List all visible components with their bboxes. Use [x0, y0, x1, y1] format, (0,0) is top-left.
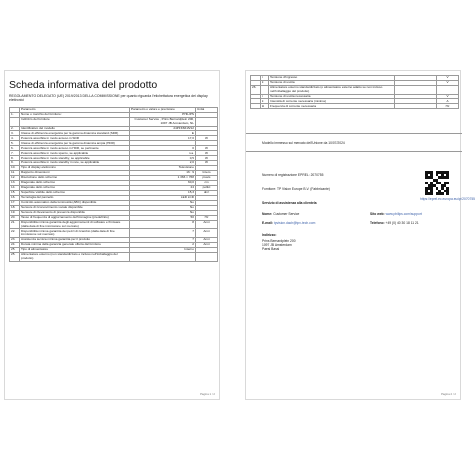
table-cell: Potenza assorbita in modo standby in rete, se applicabile — [20, 161, 130, 166]
service-name: Nome: Customer Service — [262, 212, 300, 216]
table-cell: 7 — [130, 238, 196, 243]
service-phone: Telefono: +49 (0) 40 30 18 11 21 — [370, 221, 419, 225]
table-cell — [196, 117, 218, 126]
table-cell: Anni — [196, 238, 218, 243]
table-cell: 25. — [10, 247, 20, 252]
table-cell: dm² — [196, 191, 218, 196]
table-cell: 14. — [10, 186, 20, 191]
service-email: E-mail: tpvision.dach@tpv-tech.com — [262, 221, 316, 225]
table-cell: 7. — [10, 151, 20, 156]
table-cell: Potenza assorbita in modo acceso in HDR, se pertinente — [20, 146, 130, 151]
table-cell: W — [196, 161, 218, 166]
table-cell — [196, 252, 218, 261]
table-cell: 19. — [10, 210, 20, 215]
service-heading: Servizio di assistenza alla clientela — [262, 201, 317, 205]
page-footer: Pagina 1 / 2 — [200, 392, 215, 396]
table-cell: W — [196, 136, 218, 141]
table-cell: Nome o marchio del fornitore: — [20, 112, 130, 117]
table-cell: 6. — [10, 146, 20, 151]
table-cell: Disponibilità minima garantita degli aggiornamenti di software e firmware (dalla data di fine immissione sul mercato) — [20, 220, 130, 229]
table-cell: 15,3 — [130, 191, 196, 196]
table-row — [251, 85, 459, 94]
table-cell: 7 — [130, 229, 196, 238]
table-cell: Indirizzo del fornitore — [20, 117, 130, 126]
table-cell: Hz — [196, 215, 218, 220]
table-cell: Tensione d'ingresso — [269, 76, 395, 81]
table-cell: Alimentatore esterno standardizzato (o alimentatore esterno adatto se non incluso nell'imballaggio del prodotto) — [269, 85, 395, 94]
table-cell: i — [261, 94, 269, 99]
table-cell: Identificativo del modello — [20, 126, 130, 131]
table-cell: 2 — [130, 243, 196, 248]
table-cell: Disponibilità minima garantita dei pezzi di ricambio (dalla data di fine immissione sul mercato) — [20, 229, 130, 238]
table-cell: 16 : 9 — [130, 171, 196, 176]
table-cell: Tasso di frequenza di aggiornamento dell'immagine (predefinito) — [20, 215, 130, 220]
table-cell: Classe di efficienza energetica per la gamma dinamica ampia (HDR) — [20, 141, 130, 146]
table-cell: E — [130, 131, 196, 136]
table-cell: 13. — [10, 181, 20, 186]
address-line: Paesi Bassi — [262, 247, 280, 252]
eprel-url-link[interactable]: https://eprel.ec.europa.eu/qr/2070755 — [420, 197, 475, 201]
table-cell: 15. — [10, 191, 20, 196]
table-cell: 16. — [10, 196, 20, 201]
table-cell: 50 — [130, 215, 196, 220]
table-cell: PHILIPS — [130, 112, 196, 117]
table-cell: Diagonale dello schermo — [20, 181, 130, 186]
table-cell: Anni — [196, 220, 218, 229]
table-cell — [261, 85, 269, 94]
table-cell: 18. — [10, 206, 20, 211]
table-cell: 0,5 — [130, 156, 196, 161]
table-cell: 23. — [10, 238, 20, 243]
table-cell: pollici — [196, 186, 218, 191]
table-cell: V — [437, 80, 459, 85]
table-cell — [395, 85, 437, 94]
supplier-name: TP Vision Europe B.V. (Fabbricante) — [276, 187, 330, 191]
table-cell — [130, 252, 196, 261]
table-cell: A — [437, 99, 459, 104]
table-cell: iii — [261, 104, 269, 109]
table-cell: Controllo automatico della luminosità (ABC) disponibile — [20, 201, 130, 206]
table-cell: 1. — [10, 112, 20, 117]
table-cell: No — [130, 206, 196, 211]
table-cell: Potenza assorbita in modo standby, se applicabile — [20, 156, 130, 161]
supplier-line: Fornitore: TP Vision Europe B.V. (Fabbricante) — [262, 187, 330, 191]
table-row — [10, 220, 218, 229]
table-cell: Rapporto dimensioni — [20, 171, 130, 176]
table-cell: Customer Service , Prins Bernardplein 200, 1097 JB Amsterdam, NL — [130, 117, 196, 126]
column-header: Parametro — [20, 108, 130, 113]
table-cell: No — [130, 210, 196, 215]
table-cell: Tensione di uscita — [269, 80, 395, 85]
table-cell: pixels — [196, 176, 218, 181]
table-cell: 25. — [10, 252, 20, 261]
regulation-intro: REGOLAMENTO DELEGATO (UE) 2019/2013 DELLA COMMISSIONE per quanto riguarda l'etichettatura energetica dei display elettronici — [9, 94, 208, 103]
datasheet-page-1 — [4, 70, 220, 400]
table-cell: W — [196, 156, 218, 161]
table-cell: V — [437, 76, 459, 81]
table-cell: 4. — [10, 136, 20, 141]
table-cell: 24 — [130, 186, 196, 191]
table-cell: 12. — [10, 176, 20, 181]
table-cell: Intero — [196, 171, 218, 176]
eprel-label: Numero di registrazione EPREL: 2070755 — [262, 173, 324, 177]
table-cell: 60,0 — [130, 181, 196, 186]
table-cell: Alimentatore esterno (non standardizzato e incluso nell'imballaggio del prodotto) — [20, 252, 130, 261]
table-cell: 11. — [10, 171, 20, 176]
table-cell: Tipo di alimentatore — [20, 247, 130, 252]
eprel-number: 2070755 — [310, 173, 324, 177]
divider — [246, 133, 462, 134]
table-cell: Interno — [130, 247, 196, 252]
service-website: Sito web: www.philips.com/support — [370, 212, 422, 216]
table-cell: ii — [261, 99, 269, 104]
table-cell: 22. — [10, 229, 20, 238]
table-cell: 2,0 — [130, 161, 196, 166]
market-note: Modello immesso sul mercato dell'Unione da 10/07/2024 — [262, 141, 345, 145]
page-footer: Pagina 2 / 2 — [441, 392, 456, 396]
table-cell: Sensore di riconoscimento vocale disponibile — [20, 206, 130, 211]
table-cell: 8 — [130, 220, 196, 229]
table-cell: 24PFK6615/12 — [130, 126, 196, 131]
table-cell: 5. — [10, 141, 20, 146]
table-cell: Anni — [196, 243, 218, 248]
column-header: Parametro o valore e precisione — [130, 108, 196, 113]
table-cell: 8. — [10, 156, 20, 161]
table-cell: 24. — [10, 243, 20, 248]
table-cell: i — [261, 76, 269, 81]
table-cell: Diagonale dello schermo — [20, 186, 130, 191]
table-cell — [437, 85, 459, 94]
table-cell: V — [437, 94, 459, 99]
table-cell: No — [130, 201, 196, 206]
table-cell: Anni — [196, 229, 218, 238]
spec-table — [9, 107, 218, 262]
table-cell: W — [196, 146, 218, 151]
table-cell: W — [196, 151, 218, 156]
eprel-qr-code[interactable] — [425, 171, 449, 195]
table-cell: 1 366 × 768 — [130, 176, 196, 181]
datasheet-page-2 — [245, 70, 475, 400]
table-cell: ii — [261, 80, 269, 85]
table-cell: Assistenza tecnica minima garantita per il prodotto — [20, 238, 130, 243]
address-line: 1097 JB Amsterdam — [262, 243, 292, 248]
table-cell: cm — [196, 181, 218, 186]
table-cell: Classe di efficienza energetica per la gamma dinamica standard (SDR) — [20, 131, 130, 136]
table-cell: 26. — [251, 85, 261, 94]
table-row — [251, 104, 459, 109]
table-cell — [10, 117, 20, 126]
address-block — [262, 239, 382, 252]
power-supply-table — [250, 75, 459, 109]
page-title: Scheda informativa del prodotto — [9, 79, 158, 91]
table-cell: Frequenza di corrente necessaria — [269, 104, 395, 109]
table-cell: 10. — [10, 166, 20, 171]
table-cell: Risoluzione dello schermo — [20, 176, 130, 181]
table-cell: Tipo di display elettronico — [20, 166, 130, 171]
table-cell: Tensione di uscita necessaria — [269, 94, 395, 99]
table-row — [10, 252, 218, 261]
table-cell: 3. — [10, 131, 20, 136]
table-cell: 17. — [10, 201, 20, 206]
table-cell: 20. — [10, 215, 20, 220]
address-line: Prins Bernardplein 200 — [262, 239, 296, 243]
table-cell: Potenza assorbita in modo spento, se applicabile — [20, 151, 130, 156]
table-cell: 9. — [10, 161, 20, 166]
table-cell: Sensore di rilevamento di presenza disponibile — [20, 210, 130, 215]
table-cell: 21. — [10, 220, 20, 229]
address-label: Indirizzo: — [262, 233, 277, 237]
table-cell: 0 — [130, 146, 196, 151]
table-cell: n.a. — [130, 151, 196, 156]
column-header: Unità — [196, 108, 218, 113]
table-cell: Hz — [437, 104, 459, 109]
table-cell: Potenza assorbita in modo acceso in SDR — [20, 136, 130, 141]
table-cell: Tecnologia del pannello — [20, 196, 130, 201]
table-row — [10, 117, 218, 126]
table-cell: 17,0 — [130, 136, 196, 141]
table-cell — [395, 104, 437, 109]
table-cell: LED LCD — [130, 196, 196, 201]
table-cell: Televisione — [130, 166, 196, 171]
table-cell: 2. — [10, 126, 20, 131]
table-cell — [251, 104, 261, 109]
divider — [246, 151, 462, 152]
table-cell: Superficie visibile dello schermo — [20, 191, 130, 196]
table-cell: Durata minima della garanzia generale offerta dal fornitore — [20, 243, 130, 248]
email-link[interactable]: tpvision.dach@tpv-tech.com — [273, 221, 316, 225]
website-link[interactable]: www.philips.com/support — [385, 212, 422, 216]
table-cell: Intensità di corrente necessaria (minima) — [269, 99, 395, 104]
